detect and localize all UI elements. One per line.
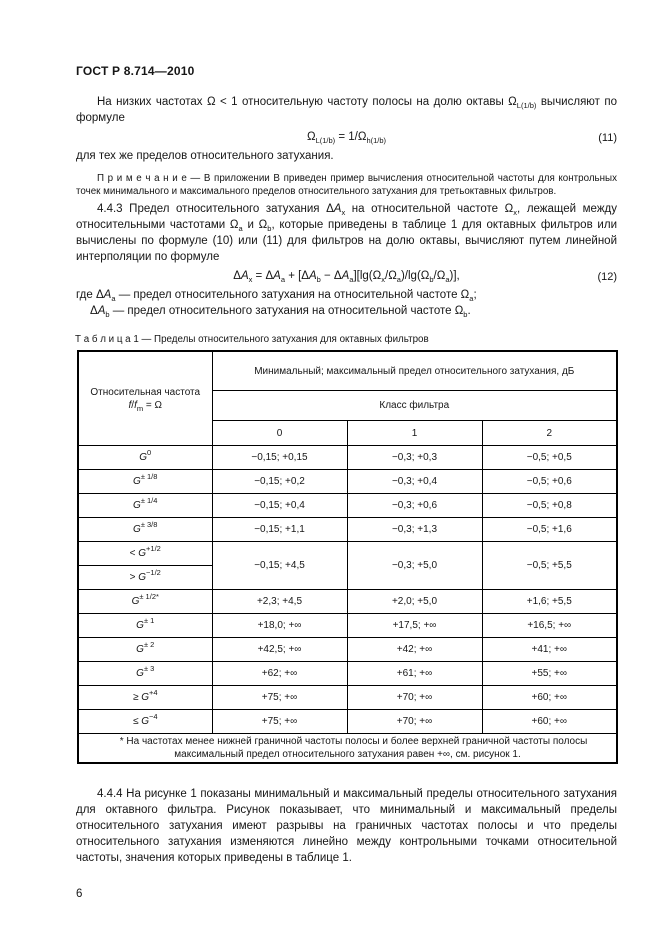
frequency-cell: $G^{\pm 1/8}$ [78, 470, 212, 494]
class2-value: +16,5; +∞ [482, 614, 617, 638]
class-2-header: 2 [482, 421, 617, 446]
table-row [78, 590, 617, 614]
formula-11-number: (11) [598, 132, 617, 144]
table-caption: Т а б л и ц а 1 — Пределы относительного затухания для октавных фильтров [75, 334, 429, 345]
table-footnote: * На частотах менее нижней граничной частоты полосы и более верхней граничной частоты полосы максимальный предел относительного затухания равен +∞, см. рисунок 1. [78, 734, 617, 764]
class0-value: −0,15; +4,5 [212, 542, 347, 590]
class1-value: +42; +∞ [347, 638, 482, 662]
class2-value: +60; +∞ [482, 686, 617, 710]
frequency-cell: ≤ $G^{-4}$ [78, 710, 212, 734]
definition-delta-a-a: где $\Delta A_a$ — предел относительного затухания на относительной частоте $\Omega_a$; [76, 289, 477, 303]
table-row [78, 446, 617, 470]
relative-frequency-header-line1: Относительная частота [90, 386, 201, 398]
class0-value: +2,3; +4,5 [212, 590, 347, 614]
frequency-cell: $G^0$ [78, 446, 212, 470]
class2-value: +41; +∞ [482, 638, 617, 662]
class0-value: +62; +∞ [212, 662, 347, 686]
class2-value: −0,5; +5,5 [482, 542, 617, 590]
class-0-header: 0 [212, 421, 347, 446]
class1-value: −0,3; +0,3 [347, 446, 482, 470]
frequency-cell: < $G^{+1/2}$ [78, 542, 212, 566]
class2-value: +55; +∞ [482, 662, 617, 686]
class2-value: −0,5; +0,8 [482, 494, 617, 518]
table-row [78, 494, 617, 518]
table-row [78, 470, 617, 494]
class2-value: −0,5; +0,6 [482, 470, 617, 494]
table-row [78, 614, 617, 638]
frequency-cell: ≥ $G^{+4}$ [78, 686, 212, 710]
table-row [78, 710, 617, 734]
class2-value: +60; +∞ [482, 710, 617, 734]
class1-value: +2,0; +5,0 [347, 590, 482, 614]
attenuation-limit-header: Минимальный; максимальный предел относительного затухания, дБ [212, 351, 617, 391]
formula-12 [76, 268, 617, 284]
paragraph-low-frequencies: На низких частотах Ω < 1 относительную частоту полосы на долю октавы $\Omega_{L(1/b)}$ вычисляют по формуле [76, 96, 617, 124]
class1-value: +70; +∞ [347, 686, 482, 710]
class0-value: −0,15; +0,4 [212, 494, 347, 518]
class0-value: +75; +∞ [212, 686, 347, 710]
class0-value: −0,15; +0,2 [212, 470, 347, 494]
class1-value: +17,5; +∞ [347, 614, 482, 638]
table-row-merged-top [78, 542, 617, 566]
frequency-cell: $G^{\pm 2}$ [78, 638, 212, 662]
paragraph-same-attenuation-limits: для тех же пределов относительного затухания. [76, 150, 334, 162]
relative-frequency-header-cell [78, 351, 212, 446]
filter-class-header: Класс фильтра [212, 391, 617, 421]
frequency-cell: $G^{\pm 3}$ [78, 662, 212, 686]
class2-value: −0,5; +0,5 [482, 446, 617, 470]
frequency-cell: $G^{\pm 1/2*}$ [78, 590, 212, 614]
class1-value: −0,3; +5,0 [347, 542, 482, 590]
class1-value: −0,3; +1,3 [347, 518, 482, 542]
relative-frequency-header-line2: $f/f_m = \Omega$ [128, 399, 162, 413]
formula-11-expression: $\Omega_{L(1/b)} = 1/\Omega_{h(1/b)}$ [306, 131, 387, 145]
paragraph-4-4-3: 4.4.3 Предел относительного затухания $\Delta A_x$ на относительной частоте $\Omega_x$, лежащей между относительными частотами $\Omega_a$ и $\Omega_b$, которые приведены в таблице 1 для октавных фильтров или вычислены по формуле (10) или (11) для фильтров на долю октавы, вычисляют путем линейной интерполяции по формуле [76, 203, 617, 263]
document-title: ГОСТ Р 8.714—2010 [76, 64, 195, 78]
frequency-cell: > $G^{-1/2}$ [78, 566, 212, 590]
class1-value: +61; +∞ [347, 662, 482, 686]
class1-value: −0,3; +0,6 [347, 494, 482, 518]
table-row [78, 686, 617, 710]
class1-value: +70; +∞ [347, 710, 482, 734]
frequency-cell: $G^{\pm 1/4}$ [78, 494, 212, 518]
formula-11 [76, 129, 617, 145]
paragraph-4-4-4: 4.4.4 На рисунке 1 показаны минимальный и максимальный пределы относительного затухания для октавного фильтра. Рисунок показывает, что минимальный и максимальный пределы относительного затухания имеют разрывы на граничных частотах полосы и что пределы относительного затухания изменяются линейно между контрольными точками относительной частоты, значения которых приведены в таблице 1. [76, 788, 617, 864]
page-number: 6 [76, 888, 83, 900]
formula-12-number: (12) [597, 271, 617, 283]
class0-value: −0,15; +0,15 [212, 446, 347, 470]
class0-value: +42,5; +∞ [212, 638, 347, 662]
attenuation-limits-table [77, 350, 618, 764]
table-row [78, 662, 617, 686]
class2-value: +1,6; +5,5 [482, 590, 617, 614]
definition-delta-a-b: $\Delta A_b$ — предел относительного затухания на относительной частоте $\Omega_b$. [90, 305, 471, 319]
table-row [78, 638, 617, 662]
frequency-cell: $G^{\pm 3/8}$ [78, 518, 212, 542]
table-footnote-row [78, 734, 617, 764]
formula-12-expression: $\Delta A_x = \Delta A_a + [\Delta A_b - \Delta A_a][\lg(\Omega_x/\Omega_a)/\lg(\Omega_b/\Omega_a)]$, [233, 270, 460, 284]
note-paragraph: П р и м е ч а н и е — В приложении В приведен пример вычисления относительной частоты для контрольных точек минимального и максимального пределов относительного затухания для третьоктавных фильтров. [76, 173, 617, 197]
class0-value: −0,15; +1,1 [212, 518, 347, 542]
table-row [78, 518, 617, 542]
class1-value: −0,3; +0,4 [347, 470, 482, 494]
class0-value: +18,0; +∞ [212, 614, 347, 638]
table-header-row-1 [78, 351, 617, 391]
class2-value: −0,5; +1,6 [482, 518, 617, 542]
class-1-header: 1 [347, 421, 482, 446]
frequency-cell: $G^{\pm 1}$ [78, 614, 212, 638]
class0-value: +75; +∞ [212, 710, 347, 734]
